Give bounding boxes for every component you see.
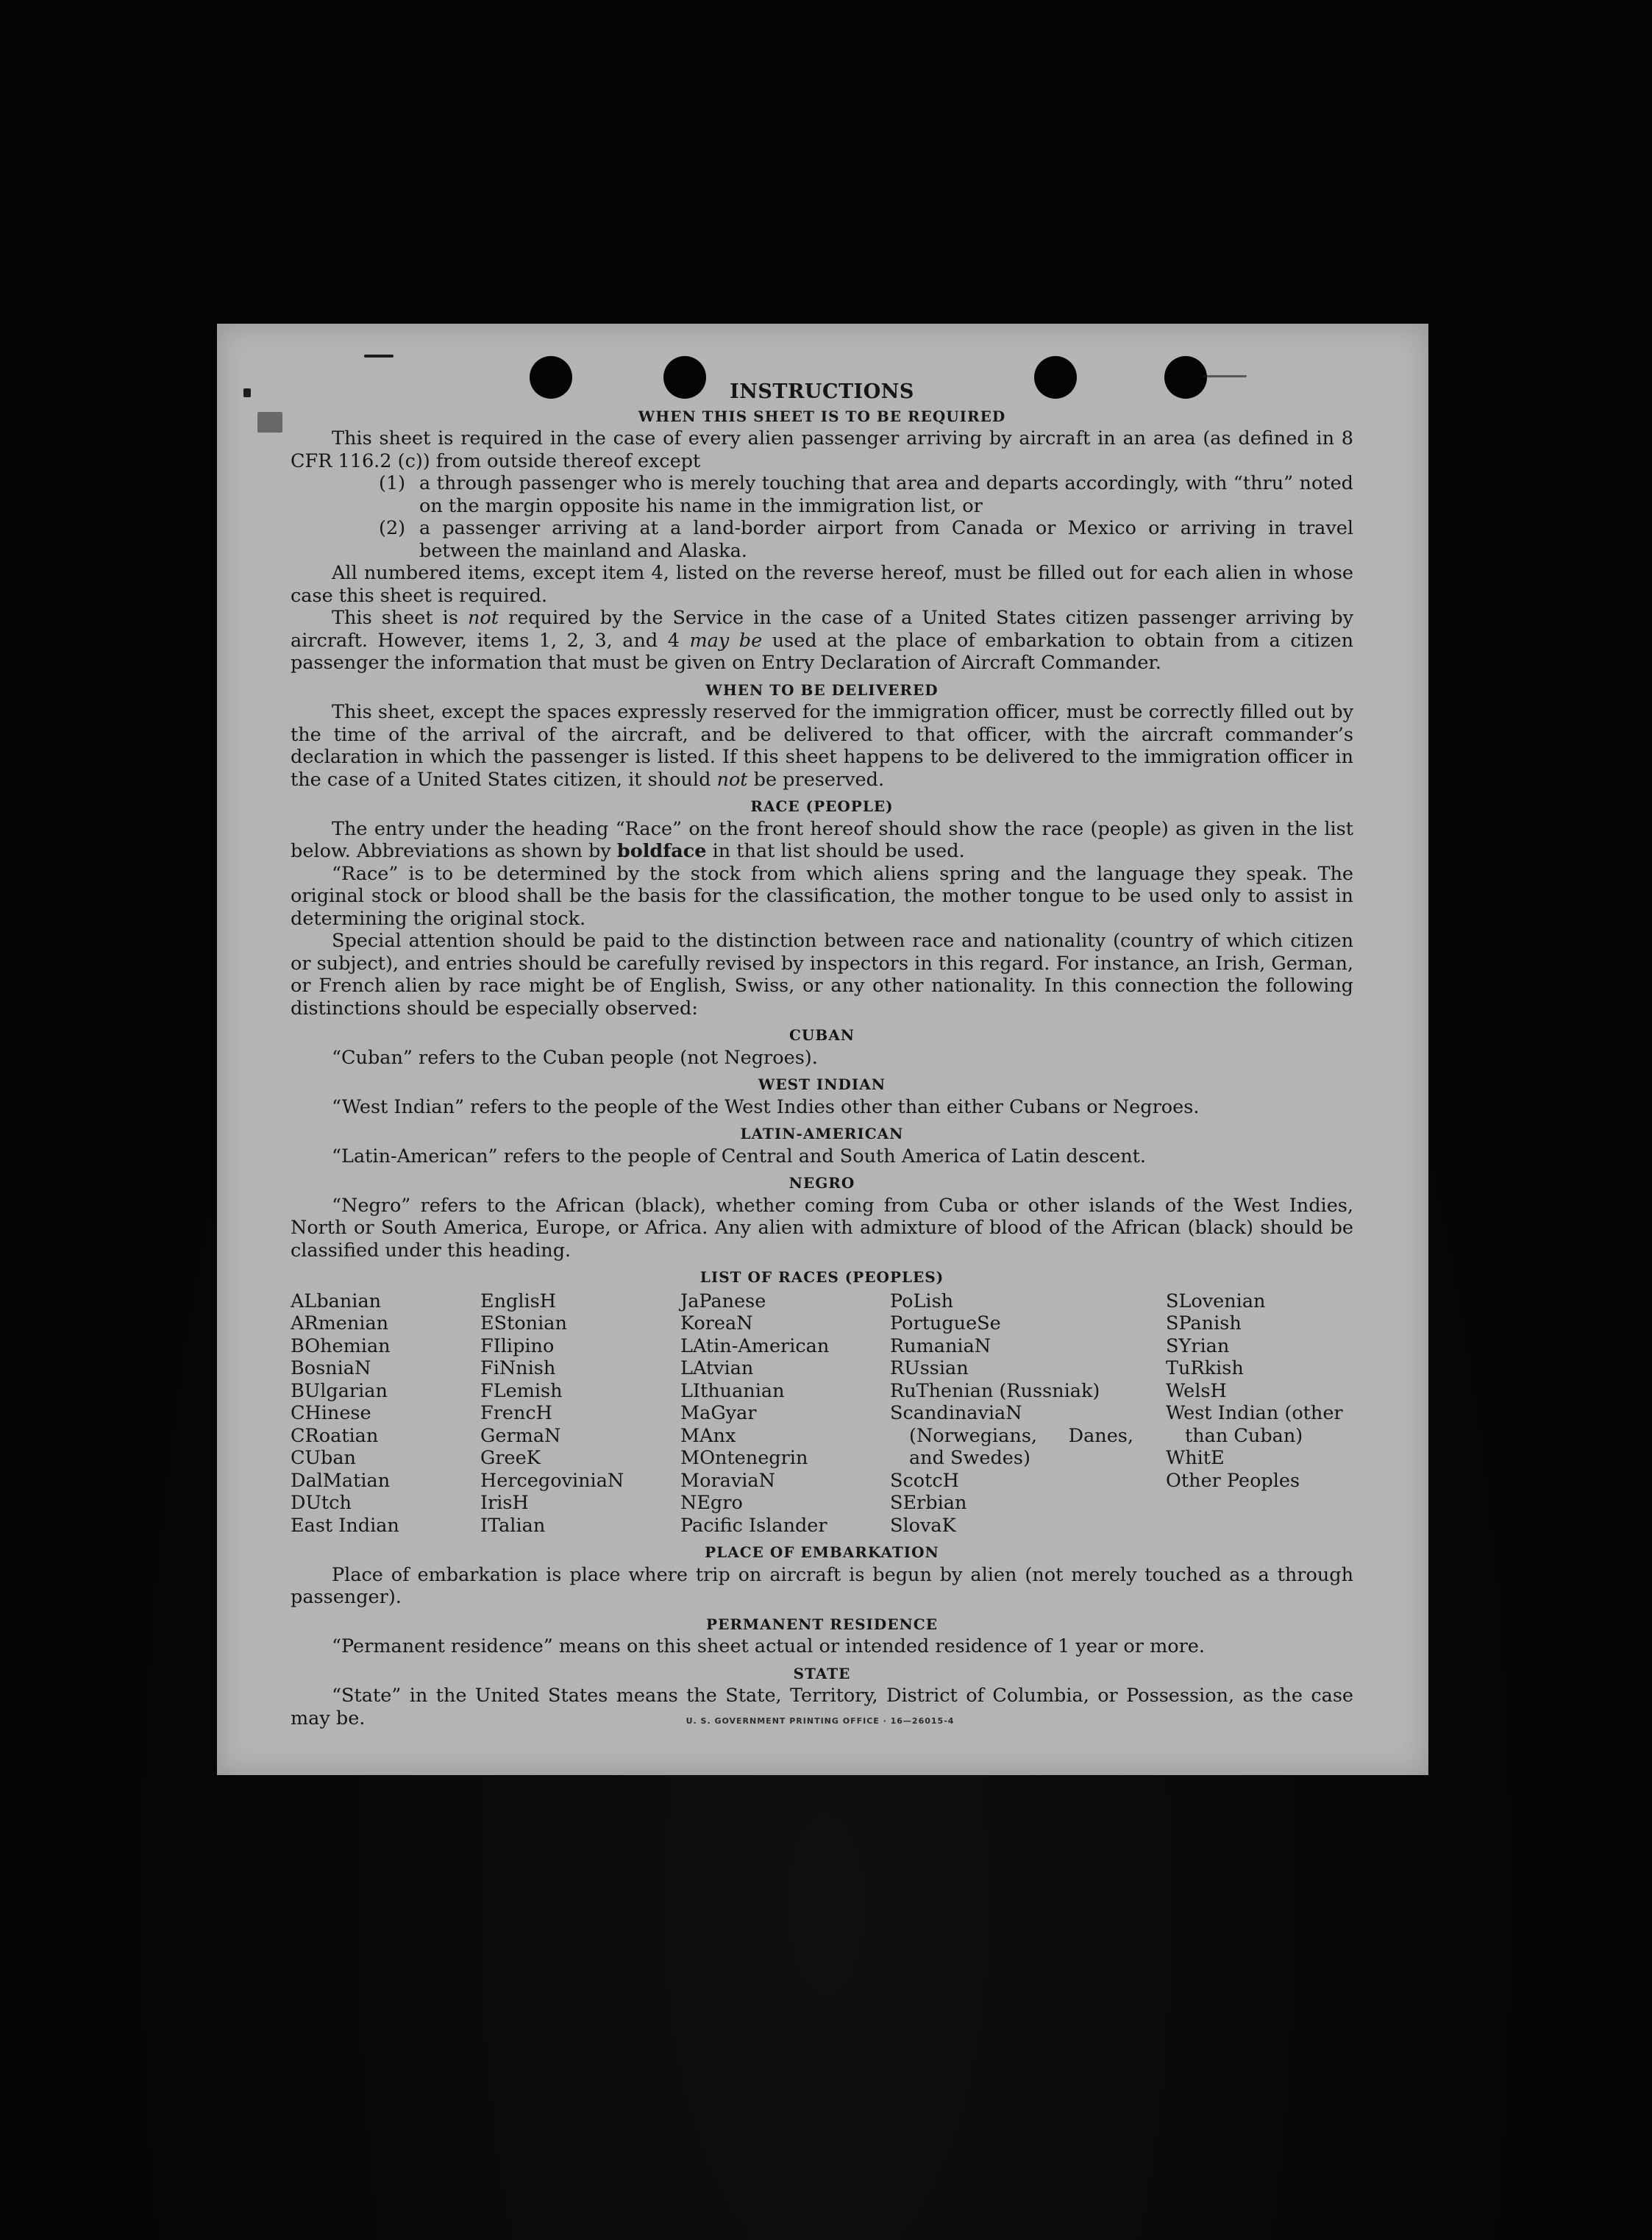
- section-heading-list-of-races: LIST OF RACES (PEOPLES): [699, 1268, 944, 1286]
- race-entry: IrisH: [480, 1492, 529, 1514]
- race-entry: FiNnish: [480, 1357, 556, 1379]
- text-run: The entry under the heading “Race” on the front hereof should show the race (people) as given in the list below. Abbreviations as shown by: [291, 817, 1353, 862]
- race-paragraph-3: Special attention should be paid to the distinction between race and nationality (country of which citizen or subject), and entries should be carefully revised by inspectors in this regard. For instance, an Irish, German, or French alien by race might be of English, Swiss, or any other nationality. In this connection the following distinctions should be especially observed:: [291, 930, 1353, 1020]
- race-entry: MAnx: [680, 1424, 736, 1447]
- race-entry: PortugueSe: [890, 1312, 1001, 1334]
- section-heading-west-indian: WEST INDIAN: [758, 1075, 886, 1093]
- race-entry: Other Peoples: [1166, 1469, 1300, 1492]
- race-entry: LAtvian: [680, 1357, 754, 1379]
- race-entry: ALbanian: [291, 1290, 382, 1312]
- text-run: used at the place of embarkation to obtain from a citizen passenger the information that must be given on Entry Declaration of Aircraft Commander.: [291, 629, 1354, 674]
- section-heading-permanent-residence: PERMANENT RESIDENCE: [706, 1615, 938, 1633]
- race-entry: GermaN: [480, 1424, 561, 1447]
- race-entry: ScandinaviaN (Norwegians, Danes, and Swedes): [890, 1402, 1133, 1469]
- race-entry: NEgro: [680, 1492, 743, 1514]
- citizen-paragraph: [291, 607, 1353, 675]
- text-run: in that list should be used.: [712, 840, 965, 862]
- instructions-text: [291, 381, 1353, 1729]
- race-entry: MOntenegrin: [680, 1447, 808, 1469]
- latin-american-paragraph: “Latin-American” refers to the people of Central and South America of Latin descent.: [332, 1145, 1147, 1167]
- item-text: a passenger arriving at a land-border airport from Canada or Mexico or arriving in travel between the mainland and Alaska.: [419, 517, 1353, 562]
- numbered-items-paragraph: All numbered items, except item 4, listed on the reverse hereof, must be filled out for each alien in whose case this sheet is required.: [291, 562, 1353, 607]
- embarkation-paragraph: Place of embarkation is place where trip on aircraft is begun by alien (not merely touched as a through passenger).: [291, 1563, 1353, 1608]
- race-entry: HercegoviniaN: [480, 1469, 624, 1492]
- race-entry: TuRkish: [1166, 1357, 1244, 1379]
- race-entry: PoLish: [890, 1290, 954, 1312]
- printer-imprint: U. S. GOVERNMENT PRINTING OFFICE · 16—26015-4: [686, 1716, 955, 1726]
- race-entry: RumaniaN: [890, 1334, 991, 1357]
- races-column: [890, 1290, 1166, 1537]
- state-paragraph: “State” in the United States means the State, Territory, District of Columbia, or Possession, as the case may be.: [291, 1685, 1353, 1729]
- race-paragraph-1: [291, 818, 1353, 863]
- race-entry: SlovaK: [890, 1514, 956, 1537]
- race-entry: FLemish: [480, 1379, 563, 1402]
- race-entry: SLovenian: [1166, 1290, 1266, 1312]
- race-entry: RuThenian (Russniak): [890, 1379, 1100, 1402]
- race-entry: SPanish: [1166, 1312, 1242, 1334]
- race-entry: East Indian: [291, 1514, 399, 1537]
- race-entry: ScotcH: [890, 1469, 959, 1492]
- race-entry: SYrian: [1166, 1334, 1230, 1357]
- race-entry: SErbian: [890, 1492, 967, 1514]
- west-indian-paragraph: “West Indian” refers to the people of the West Indies other than either Cubans or Negroes.: [332, 1095, 1200, 1118]
- section-heading-when-delivered: WHEN TO BE DELIVERED: [705, 680, 939, 699]
- cuban-paragraph: “Cuban” refers to the Cuban people (not Negroes).: [332, 1046, 818, 1069]
- race-entry: RUssian: [890, 1357, 969, 1379]
- race-paragraph-2: “Race” is to be determined by the stock from which aliens spring and the language they speak. The original stock or blood shall be the basis for the classification, the mother tongue to be used only to assist in determining the original stock.: [291, 862, 1353, 930]
- race-entry: ARmenian: [291, 1312, 389, 1334]
- races-column: [291, 1290, 480, 1537]
- race-entry: Pacific Islander: [680, 1514, 827, 1537]
- text-run: This sheet, except the spaces expressly reserved for the immigration officer, must be correctly filled out by the time of the arrival of the aircraft, and be delivered to that officer, with the aircraft commander’s declaration in which the passenger is listed. If this sheet happens to be delivered to the immigration officer in the case of a United States citizen, it should: [291, 701, 1353, 791]
- race-entry: West Indian (other than Cuban): [1166, 1402, 1343, 1447]
- races-column: [680, 1290, 890, 1537]
- exception-item-1: [291, 472, 1353, 517]
- exception-item-2: [291, 517, 1353, 562]
- page-title: INSTRUCTIONS: [730, 380, 914, 403]
- text-run: required by the Service in the case of a United States citizen passenger arriving by aircraft. However, items 1, 2, 3, and 4: [291, 607, 1354, 652]
- races-column: [480, 1290, 680, 1537]
- race-entry: FrencH: [480, 1402, 552, 1424]
- scan-speck: [257, 412, 282, 433]
- races-list: [291, 1290, 1353, 1537]
- race-entry: MoraviaN: [680, 1469, 775, 1492]
- section-heading-latin-american: LATIN-AMERICAN: [740, 1125, 904, 1142]
- race-entry: ITalian: [480, 1514, 546, 1537]
- race-entry: LAtin-American: [680, 1334, 830, 1357]
- item-number: (2): [379, 517, 406, 539]
- race-entry: LIthuanian: [680, 1379, 785, 1402]
- section-heading-cuban: CUBAN: [788, 1026, 855, 1044]
- race-entry: GreeK: [480, 1447, 541, 1469]
- section-heading-embarkation: PLACE OF EMBARKATION: [705, 1543, 939, 1561]
- race-entry: FIlipino: [480, 1334, 555, 1357]
- race-entry: CRoatian: [291, 1424, 379, 1447]
- race-entry: DalMatian: [291, 1469, 391, 1492]
- race-entry: EStonian: [480, 1312, 567, 1334]
- race-entry: BUlgarian: [291, 1379, 388, 1402]
- bold-text: boldface: [616, 840, 707, 862]
- race-entry: BOhemian: [291, 1334, 391, 1357]
- item-number: (1): [379, 472, 406, 494]
- required-intro: This sheet is required in the case of every alien passenger arriving by aircraft in an area (as defined in 8 CFR 116.2 (c)) from outside thereof except: [291, 427, 1353, 472]
- race-entry: CUban: [291, 1447, 356, 1469]
- race-entry: KoreaN: [680, 1312, 753, 1334]
- race-entry: MaGyar: [680, 1402, 757, 1424]
- emphasis: may be: [689, 629, 763, 652]
- scan-speck: [364, 355, 394, 358]
- race-entry: JaPanese: [680, 1290, 766, 1312]
- race-entry: WhitE: [1166, 1447, 1225, 1469]
- section-heading-state: STATE: [793, 1664, 851, 1682]
- races-column: [1166, 1290, 1353, 1537]
- text-run: This sheet is: [332, 607, 458, 629]
- emphasis: not: [467, 607, 499, 629]
- emphasis: not: [716, 768, 748, 791]
- residence-paragraph: “Permanent residence” means on this sheet actual or intended residence of 1 year or more.: [332, 1635, 1205, 1657]
- section-heading-race: RACE (PEOPLE): [750, 797, 894, 815]
- scan-speck: [1203, 375, 1247, 377]
- race-entry: WelsH: [1166, 1379, 1227, 1402]
- item-text: a through passenger who is merely touching that area and departs accordingly, with “thru” noted on the margin opposite his name in the immigration list, or: [419, 472, 1353, 517]
- race-entry: EnglisH: [480, 1290, 556, 1312]
- section-heading-negro: NEGRO: [788, 1174, 855, 1192]
- text-run: be preserved.: [753, 768, 885, 791]
- negro-paragraph: “Negro” refers to the African (black), whether coming from Cuba or other islands of the West Indies, North or South America, Europe, or Africa. Any alien with admixture of blood of the African (black) should be classified under this heading.: [291, 1194, 1353, 1262]
- delivered-paragraph: [291, 701, 1353, 791]
- document-sheet: [217, 324, 1428, 1775]
- race-entry: CHinese: [291, 1402, 371, 1424]
- section-heading-when-required: WHEN THIS SHEET IS TO BE REQUIRED: [638, 407, 1006, 425]
- race-entry: BosniaN: [291, 1357, 371, 1379]
- race-entry: DUtch: [291, 1492, 352, 1514]
- scan-speck: [243, 388, 251, 397]
